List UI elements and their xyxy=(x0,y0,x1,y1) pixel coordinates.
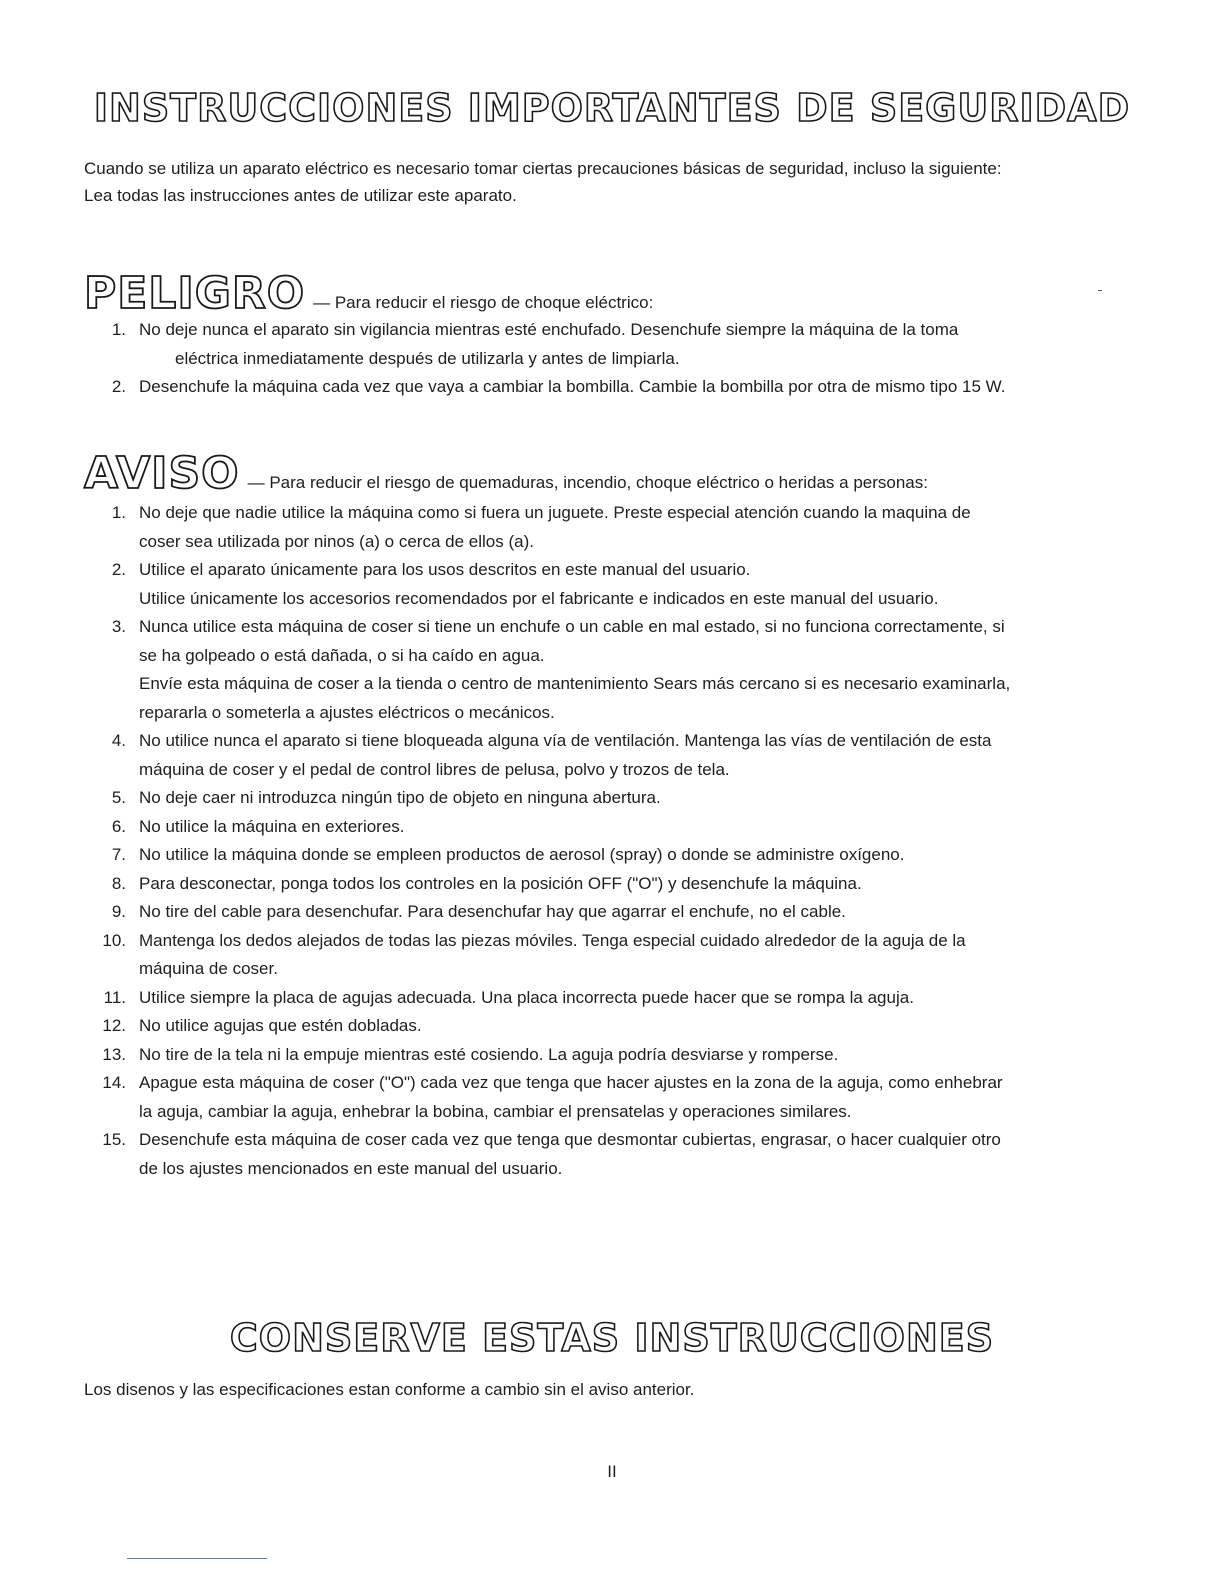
item-text: Mantenga los dedos alejados de todas las piezas móviles. Tenga especial cuidado alrededor de la aguja de la xyxy=(139,930,966,950)
peligro-word: PELIGRO xyxy=(84,268,306,319)
list-item xyxy=(0,556,1010,613)
list-item xyxy=(0,813,1010,842)
item-text: se ha golpeado o está dañada, o si ha caído en agua. xyxy=(139,645,545,665)
list-item xyxy=(0,316,1006,373)
list-item xyxy=(0,373,1006,402)
aviso-word: AVISO xyxy=(84,448,240,499)
item-text: No deje que nadie utilice la máquina como si fuera un juguete. Preste especial atención cuando la maquina de xyxy=(139,503,971,522)
scan-line xyxy=(127,1558,267,1559)
item-text: No utilice la máquina en exteriores. xyxy=(139,816,405,836)
item-text: de los ajustes mencionados en este manual del usuario. xyxy=(139,1158,563,1178)
item-text: repararla o someterla a ajustes eléctricos o mecánicos. xyxy=(139,702,555,722)
item-number: 4. xyxy=(111,731,126,750)
list-item xyxy=(0,927,1010,984)
item-text: No utilice la máquina donde se empleen productos de aerosol (spray) o donde se administre oxígeno. xyxy=(139,845,905,864)
item-number: 14. xyxy=(102,1073,126,1092)
list-item xyxy=(0,613,1010,727)
item-text: Envíe esta máquina de coser a la tienda o centro de mantenimiento Sears más cercano si es necesario examinarla, xyxy=(139,674,1011,693)
item-number: 1. xyxy=(111,320,126,339)
list-item xyxy=(0,727,1010,784)
scan-mark xyxy=(1098,290,1102,291)
item-text: la aguja, cambiar la aguja, enhebrar la bobina, cambiar el prensatelas y operaciones similares. xyxy=(139,1101,852,1121)
intro-line: Lea todas las instrucciones antes de utilizar este aparato. xyxy=(84,186,517,205)
item-text: No tire del cable para desenchufar. Para desenchufar hay que agarrar el enchufe, no el cable. xyxy=(139,902,846,921)
aviso-heading xyxy=(84,448,928,499)
item-number: 6. xyxy=(111,816,126,836)
aviso-list xyxy=(0,499,1010,1183)
item-text: Desenchufe esta máquina de coser cada vez que tenga que desmontar cubiertas, engrasar, o hacer cualquier otro xyxy=(139,1130,1001,1149)
page-number: II xyxy=(607,1462,617,1481)
item-number: 5. xyxy=(111,788,126,807)
item-text: máquina de coser y el pedal de control libres de pelusa, polvo y trozos de tela. xyxy=(139,759,730,779)
item-text: No utilice agujas que estén dobladas. xyxy=(139,1016,422,1035)
item-text: No deje nunca el aparato sin vigilancia mientras esté enchufado. Desenchufe siempre la máquina de la toma xyxy=(139,320,959,339)
conserve-title: CONSERVE ESTAS INSTRUCCIONES xyxy=(229,1316,995,1360)
item-number: 10. xyxy=(102,930,126,950)
item-number: 15. xyxy=(102,1130,126,1149)
peligro-heading xyxy=(84,268,653,319)
list-item xyxy=(0,1012,1010,1041)
list-item xyxy=(0,984,1010,1013)
item-number: 13. xyxy=(102,1044,126,1064)
intro-line: Cuando se utiliza un aparato eléctrico es necesario tomar ciertas precauciones básicas de seguridad, incluso la siguiente: xyxy=(84,159,1002,178)
peligro-list xyxy=(0,316,1006,402)
intro-paragraph xyxy=(84,155,1002,209)
item-text: máquina de coser. xyxy=(139,959,278,978)
page-title: INSTRUCCIONES IMPORTANTES DE SEGURIDAD xyxy=(93,86,1131,130)
item-number: 12. xyxy=(102,1016,126,1035)
item-number: 2. xyxy=(111,560,126,579)
item-text: No utilice nunca el aparato si tiene bloqueada alguna vía de ventilación. Mantenga las vías de ventilación de esta xyxy=(139,731,992,750)
list-item xyxy=(0,1126,1010,1183)
item-number: 7. xyxy=(111,845,126,864)
item-text: Desenchufe la máquina cada vez que vaya a cambiar la bombilla. Cambie la bombilla por otra de mismo tipo 15 W. xyxy=(139,377,1006,396)
item-text: Para desconectar, ponga todos los controles en la posición OFF ("O") y desenchufe la máquina. xyxy=(139,873,862,893)
item-number: 8. xyxy=(111,873,126,893)
list-item xyxy=(0,841,1010,870)
peligro-subtitle: — Para reducir el riesgo de choque eléctrico: xyxy=(313,293,654,312)
item-number: 2. xyxy=(111,377,126,396)
list-item xyxy=(0,1069,1010,1126)
item-number: 3. xyxy=(111,617,126,636)
item-text: No tire de la tela ni la empuje mientras esté cosiendo. La aguja podría desviarse y romperse. xyxy=(139,1044,839,1064)
item-number: 11. xyxy=(103,987,126,1007)
list-item xyxy=(0,1041,1010,1070)
item-number: 1. xyxy=(111,503,126,522)
item-text: No deje caer ni introduzca ningún tipo de objeto en ninguna abertura. xyxy=(139,788,661,807)
item-text: coser sea utilizada por ninos (a) o cerca de ellos (a). xyxy=(139,531,534,551)
item-text: Apague esta máquina de coser ("O") cada vez que tenga que hacer ajustes en la zona de la aguja, como enhebrar xyxy=(139,1073,1003,1092)
list-item xyxy=(0,499,1010,556)
item-text: Utilice únicamente los accesorios recomendados por el fabricante e indicados en este manual del usuario. xyxy=(139,588,939,608)
item-text: Utilice siempre la placa de agujas adecuada. Una placa incorrecta puede hacer que se rompa la aguja. xyxy=(139,987,914,1007)
item-number: 9. xyxy=(111,902,126,921)
list-item xyxy=(0,898,1010,927)
item-text: Utilice el aparato únicamente para los usos descritos en este manual del usuario. xyxy=(139,560,751,579)
footer-note: Los disenos y las especificaciones estan conforme a cambio sin el aviso anterior. xyxy=(84,1380,695,1399)
list-item xyxy=(0,784,1010,813)
item-text: eléctrica inmediatamente después de utilizarla y antes de limpiarla. xyxy=(175,348,680,368)
item-text: Nunca utilice esta máquina de coser si tiene un enchufe o un cable en mal estado, si no funciona correctamente, si xyxy=(139,617,1005,636)
aviso-subtitle: — Para reducir el riesgo de quemaduras, incendio, choque eléctrico o heridas a personas: xyxy=(247,473,928,492)
list-item xyxy=(0,870,1010,899)
